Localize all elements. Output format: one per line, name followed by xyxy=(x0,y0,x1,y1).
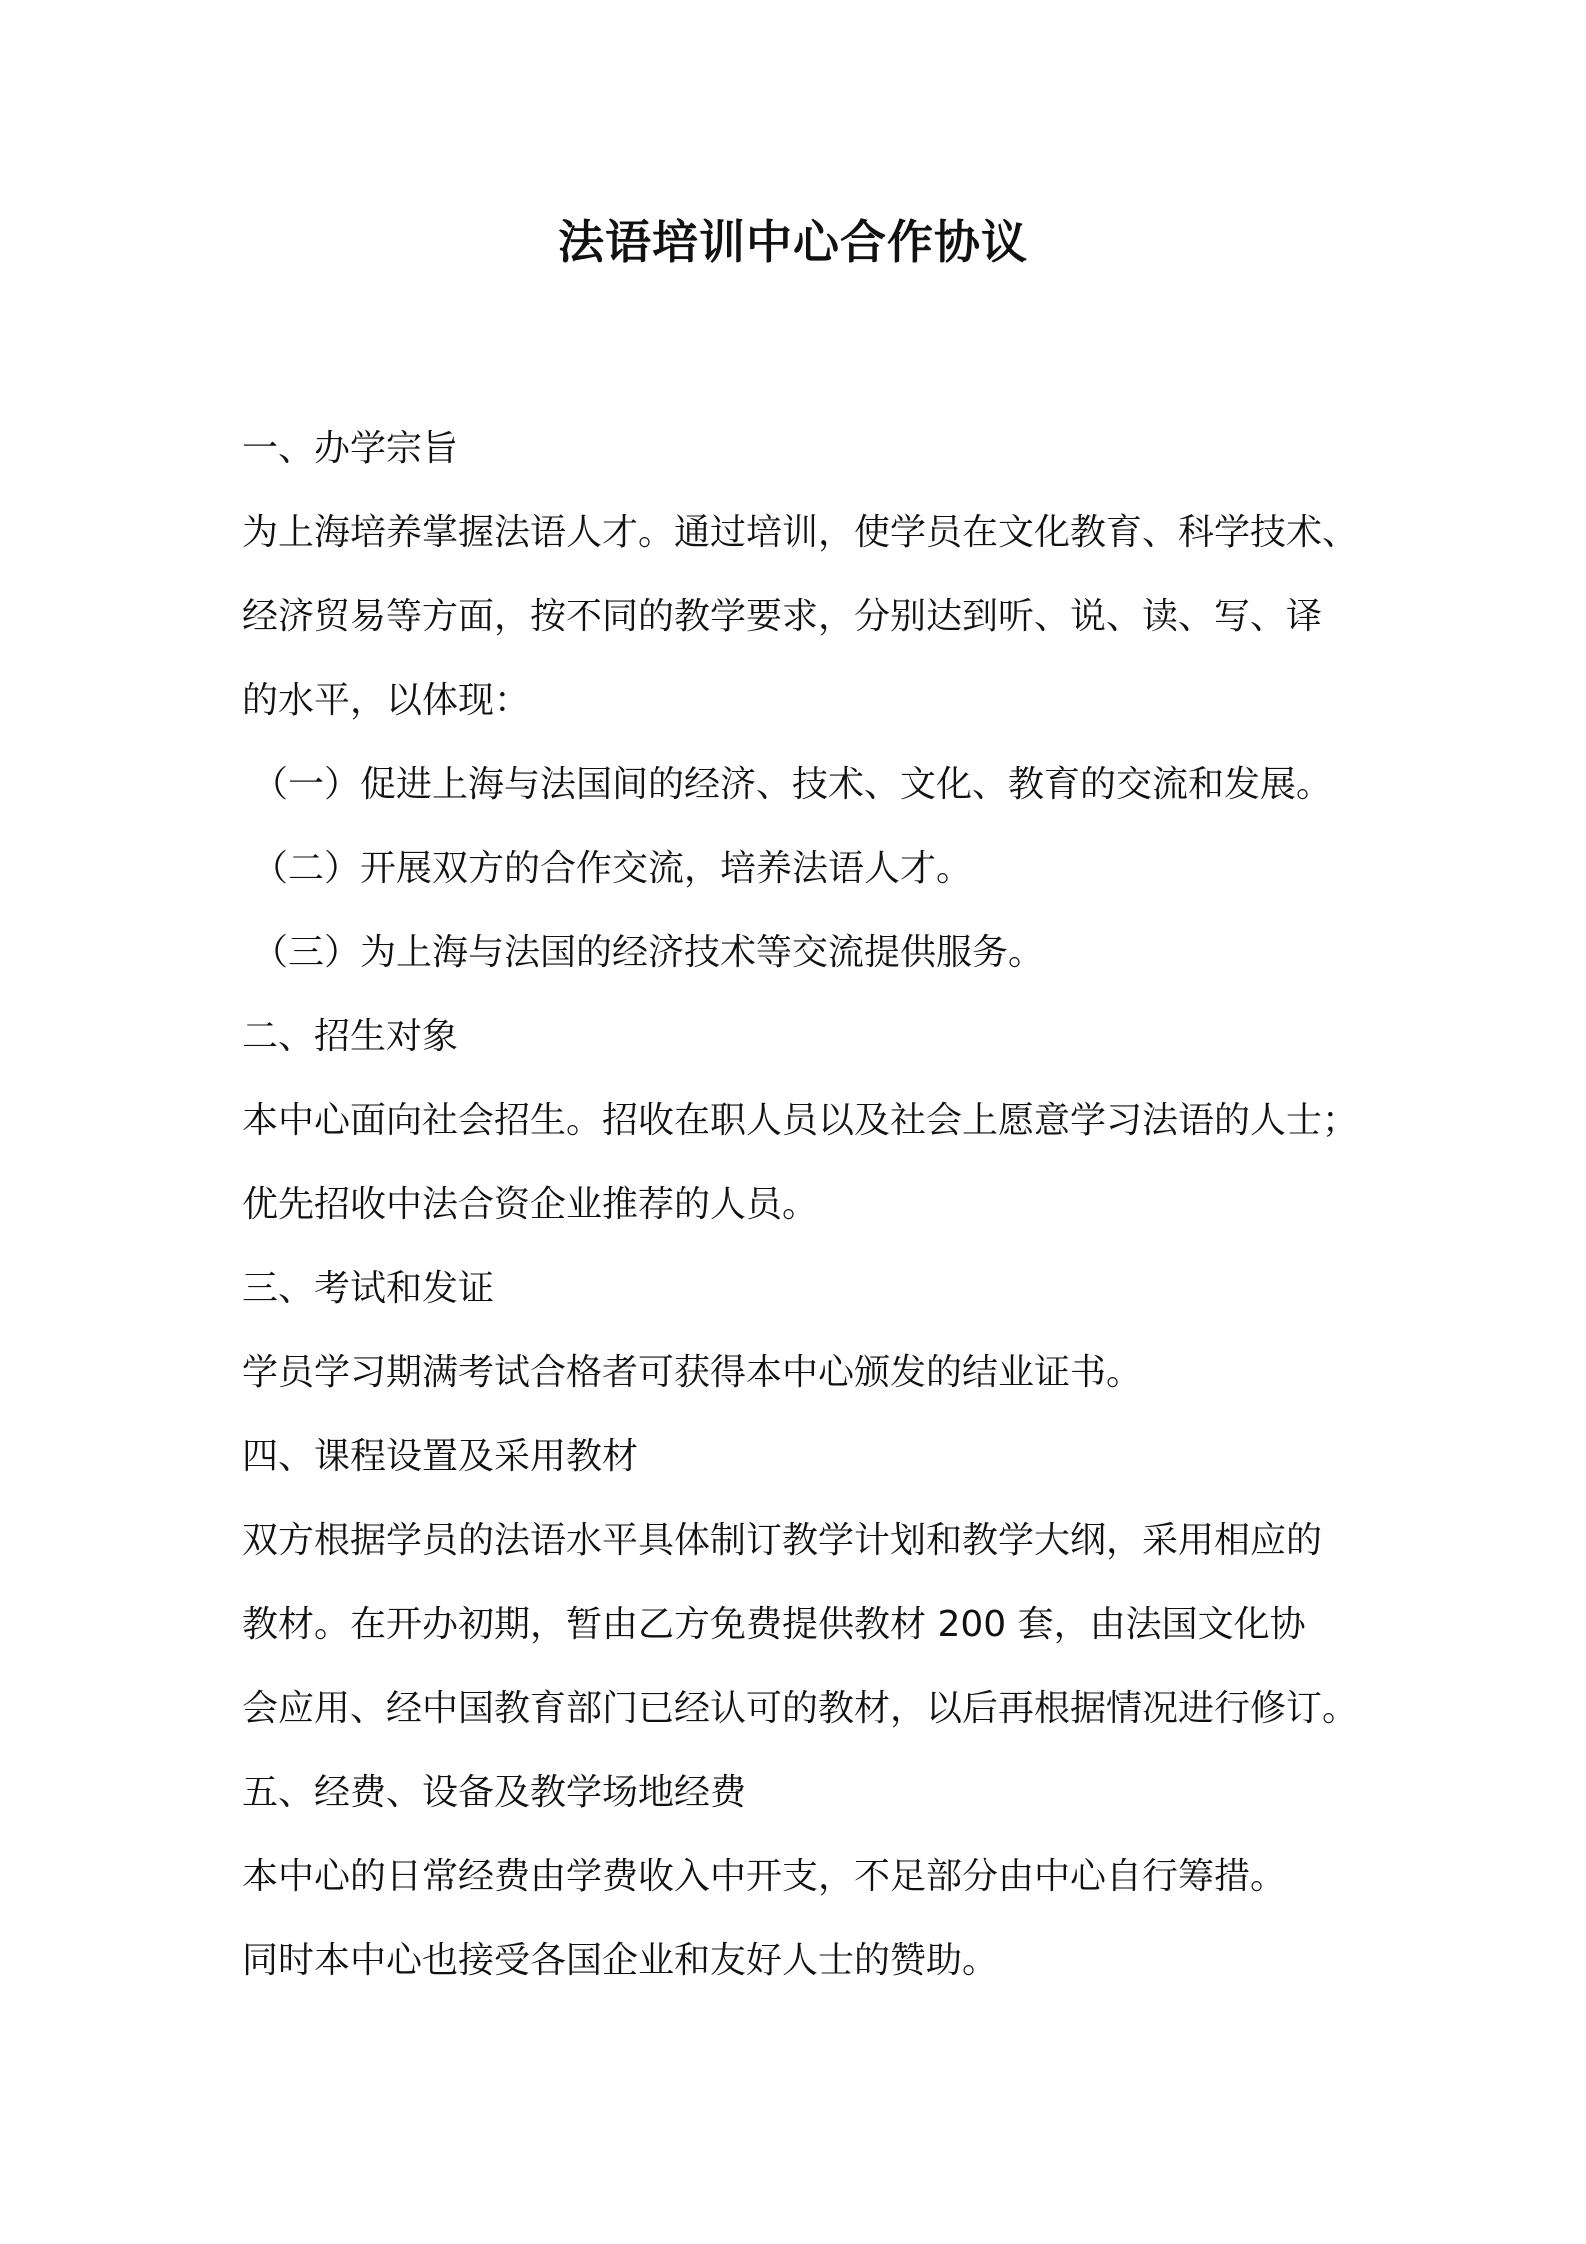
section-heading-3: 三、考试和发证 xyxy=(242,1268,495,1309)
paragraph-line: 经济贸易等方面，按不同的教学要求，分别达到听、说、读、写、译 xyxy=(242,596,1323,637)
section-heading-1: 一、办学宗旨 xyxy=(242,428,459,469)
paragraph-line: 本中心面向社会招生。招收在职人员以及社会上愿意学习法语的人士； xyxy=(242,1100,1359,1141)
paragraph-line: 同时本中心也接受各国企业和友好人士的赞助。 xyxy=(242,1940,999,1981)
document-title: 法语培训中心合作协议 xyxy=(558,215,1028,269)
paragraph-line: 双方根据学员的法语水平具体制订教学计划和教学大纲，采用相应的 xyxy=(242,1520,1323,1561)
list-item: （三）为上海与法国的经济技术等交流提供服务。 xyxy=(252,932,1045,973)
section-heading-4: 四、课程设置及采用教材 xyxy=(242,1436,639,1477)
paragraph-line: 教材。在开办初期，暂由乙方免费提供教材 200 套，由法国文化协 xyxy=(242,1604,1306,1645)
list-item: （一）促进上海与法国间的经济、技术、文化、教育的交流和发展。 xyxy=(252,764,1333,805)
section-heading-2: 二、招生对象 xyxy=(242,1016,459,1057)
paragraph-line: 会应用、经中国教育部门已经认可的教材，以后再根据情况进行修订。 xyxy=(242,1688,1359,1729)
paragraph-line: 优先招收中法合资企业推荐的人员。 xyxy=(242,1184,819,1225)
document-body xyxy=(242,407,1422,2003)
paragraph-line: 本中心的日常经费由学费收入中开支，不足部分由中心自行筹措。 xyxy=(242,1856,1287,1897)
paragraph-line: 学员学习期满考试合格者可获得本中心颁发的结业证书。 xyxy=(242,1352,1143,1393)
section-heading-5: 五、经费、设备及教学场地经费 xyxy=(242,1772,747,1813)
paragraph-line: 的水平，以体现： xyxy=(242,680,531,721)
paragraph-line: 为上海培养掌握法语人才。通过培训，使学员在文化教育、科学技术、 xyxy=(242,512,1359,553)
list-item: （二）开展双方的合作交流，培养法语人才。 xyxy=(252,848,973,889)
